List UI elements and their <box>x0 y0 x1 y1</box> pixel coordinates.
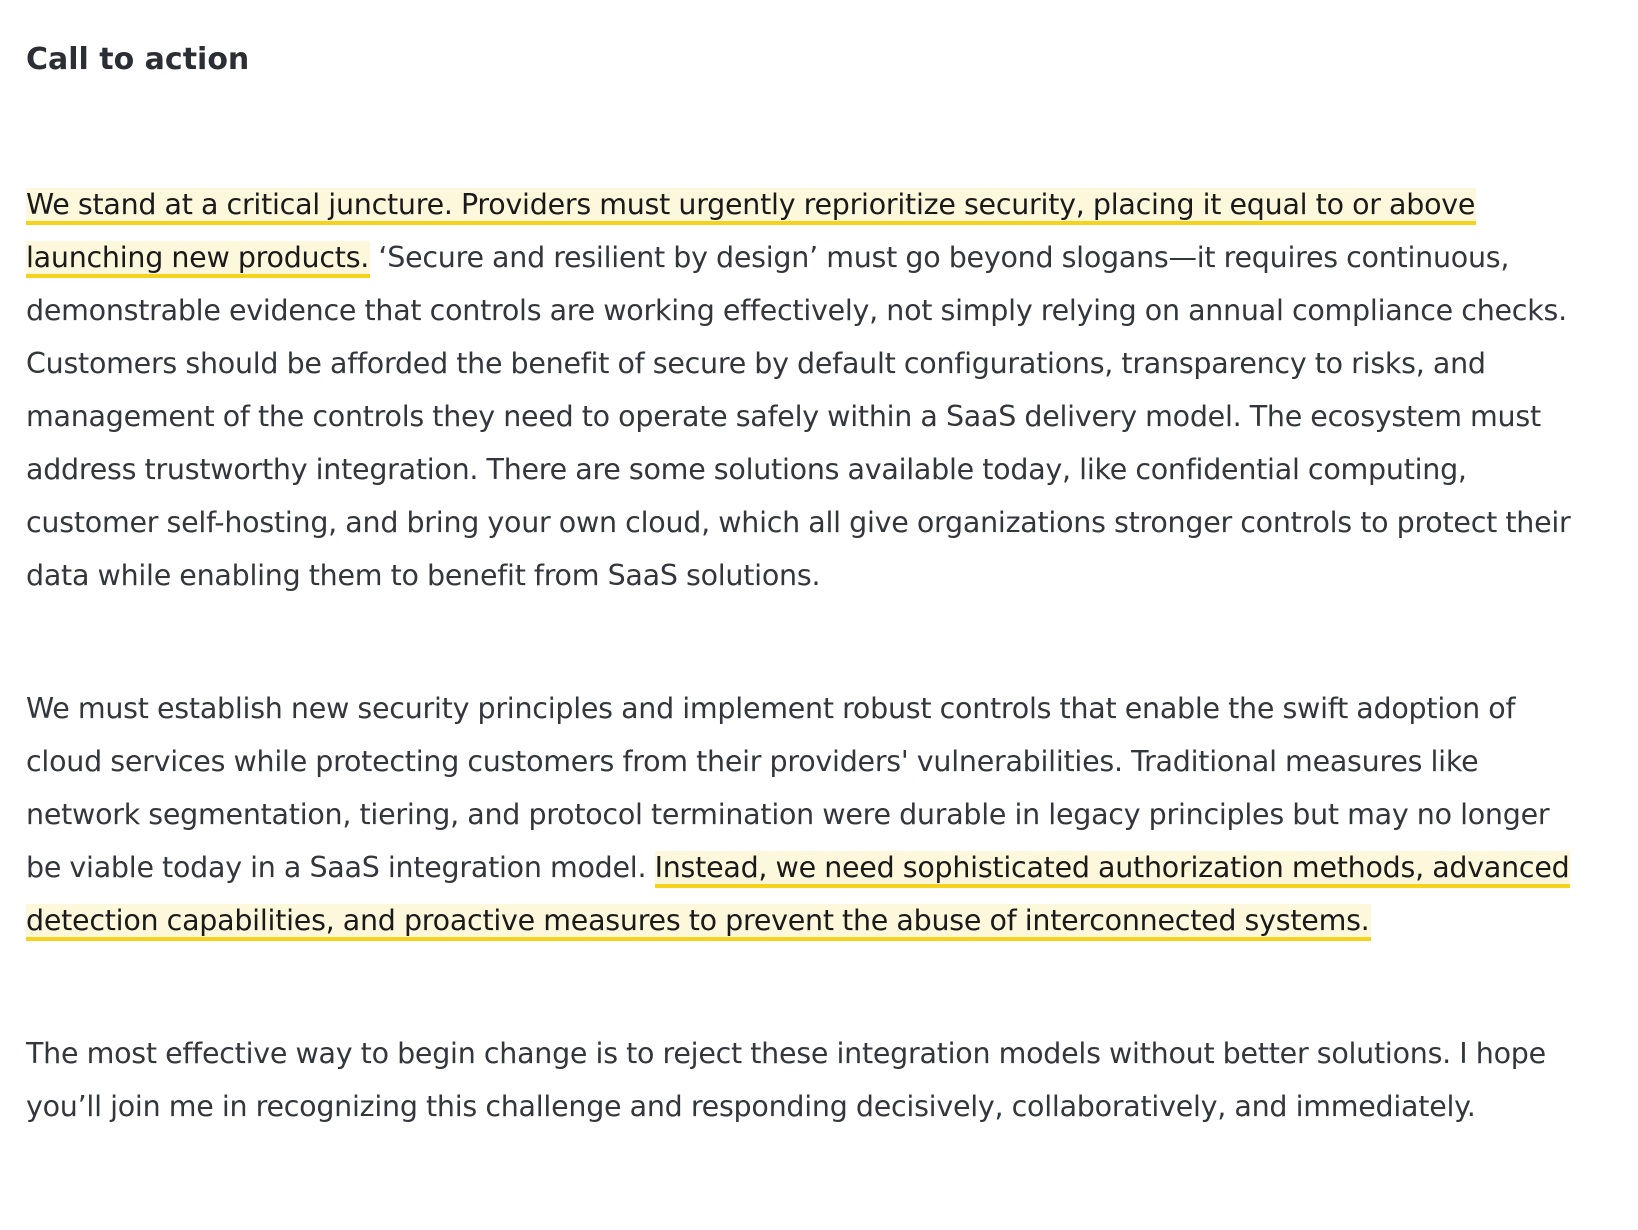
paragraph-text: ‘Secure and resilient by design’ must go beyond slogans—it requires continuous, demonstrable evidence that controls are working effectively, not simply relying on annual compliance checks. Customers should be afforded the benefit of secure by default configurations, transparency to risks, and management of the controls they need to operate safely within a SaaS delivery model. The ecosystem must address trustworthy integration. There are some solutions available today, like confidential computing, customer self-hosting, and bring your own cloud, which all give organizations stronger controls to protect their data while enabling them to benefit from SaaS solutions. <box>26 241 1571 592</box>
section-heading: Call to action <box>26 42 250 77</box>
highlighted-quote[interactable]: We stand at a critical juncture. Providers must urgently reprioritize security, placing it equal to or above launching new products. <box>26 188 1476 278</box>
paragraph-closing: The most effective way to begin change is to reject these integration models without better solutions. I hope you’ll join me in recognizing this challenge and responding decisively, collaboratively, and immediately. <box>26 1037 1546 1123</box>
highlighted-quote[interactable]: Instead, we need sophisticated authorization methods, advanced detection capabilities, and proactive measures to prevent the abuse of interconnected systems. <box>26 851 1570 941</box>
paragraph-critical-juncture <box>26 178 1586 602</box>
paragraph-security-principles <box>26 682 1586 947</box>
paragraph-text: We must establish new security principles and implement robust controls that enable the swift adoption of cloud services while protecting customers from their providers' vulnerabilities. Traditional measures like network segmentation, tiering, and protocol termination were durable in legacy principles but may no longer be viable today in a SaaS integration model. <box>26 692 1550 884</box>
article-body <box>26 0 1586 1133</box>
